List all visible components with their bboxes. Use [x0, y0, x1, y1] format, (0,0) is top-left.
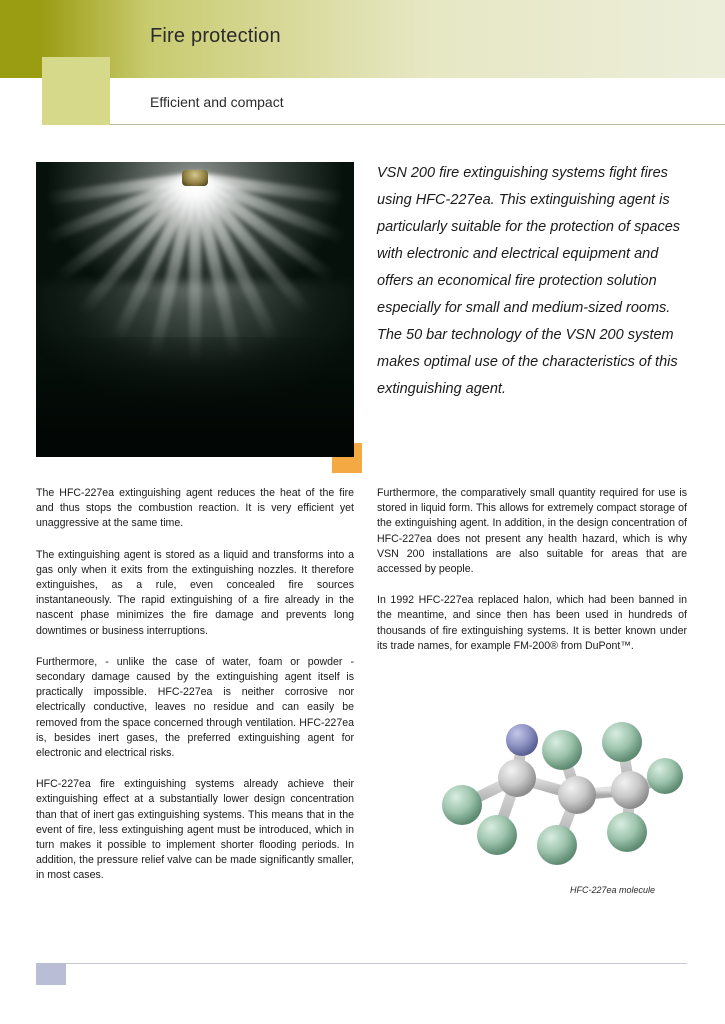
carbon-atom — [498, 759, 536, 797]
header-band-accent — [0, 0, 42, 78]
fluorine-atom — [647, 758, 683, 794]
carbon-atom — [611, 771, 649, 809]
paragraph: Furthermore, the comparatively small quantity required for use is stored in liquid form. This allows for extremely compact storage of the extinguishing agent. In addition, in the design concentration of HFC-227ea does not present any health hazard, which is why VSN 200 installations are also suitable for areas that are accessed by people. — [377, 487, 687, 576]
carbon-atom — [558, 776, 596, 814]
page-title: Fire protection — [150, 25, 281, 47]
fluorine-atom — [542, 730, 582, 770]
body-column-right — [377, 486, 687, 670]
molecule-diagram — [377, 700, 687, 900]
molecule-figure — [377, 700, 687, 900]
nozzle-head — [182, 170, 208, 186]
photo-dark-floor — [36, 337, 354, 457]
paragraph: The HFC-227ea extinguishing agent reduces the heat of the fire and thus stops the combustion reaction. It is very efficient yet unaggressive at the same time. — [36, 487, 354, 530]
fluorine-atom — [477, 815, 517, 855]
paragraph: HFC-227ea fire extinguishing systems already achieve their extinguishing effect at a substantially lower design concentration than that of inert gas extinguishing systems. This means that in the event of fire, less extinguishing agent must be introduced, which in turn makes it possible to implement shorter flooding periods. In addition, the pressure relief valve can be made significantly smaller, in most cases. — [36, 778, 354, 882]
footer-divider — [36, 963, 687, 964]
fluorine-atom — [602, 722, 642, 762]
paragraph: In 1992 HFC-227ea replaced halon, which had been banned in the meantime, and since then has been used in hundreds of thousands of fire extinguishing systems. It is better known under its trade names, for example FM-200® from DuPont™. — [377, 594, 687, 652]
hydrogen-atom — [506, 724, 538, 756]
footer-accent-square — [36, 963, 66, 985]
fluorine-atom — [607, 812, 647, 852]
fluorine-atom — [442, 785, 482, 825]
nozzle-spray-photo — [36, 162, 354, 457]
paragraph: Furthermore, - unlike the case of water, foam or powder - secondary damage caused by the extinguishing agent itself is practically impossible. HFC-227ea is neither corrosive nor electrically conductive, leaves no residue and can easily be removed from the space concerned through ventilation. HFC-227ea is, besides inert gases, the preferred extinguishing agent for electronic and electrical risks. — [36, 655, 354, 760]
body-column-left — [36, 486, 354, 900]
subheader-divider — [110, 124, 725, 125]
fluorine-atom — [537, 825, 577, 865]
intro-paragraph: VSN 200 fire extinguishing systems fight fires using HFC-227ea. This extinguishing agent is particularly suitable for the protection of spaces with electronic and electrical equipment and offers an economical fire protection solution especially for small and medium-sized rooms. The 50 bar technology of the VSN 200 system makes optimal use of the characteristics of this extinguishing agent. — [377, 165, 681, 397]
subheader-accent-square — [42, 57, 110, 125]
paragraph: The extinguishing agent is stored as a liquid and transforms into a gas only when it exits from the extinguishing nozzles. It therefore extinguishes, as a rule, even concealed fire sources instantaneously. The rapid extinguishing of a fire already in the nascent phase minimizes the fire damage and prevents long downtimes or business interruptions. — [36, 548, 354, 637]
page-subtitle: Efficient and compact — [150, 94, 284, 110]
figure-caption: HFC-227ea molecule — [570, 885, 656, 895]
